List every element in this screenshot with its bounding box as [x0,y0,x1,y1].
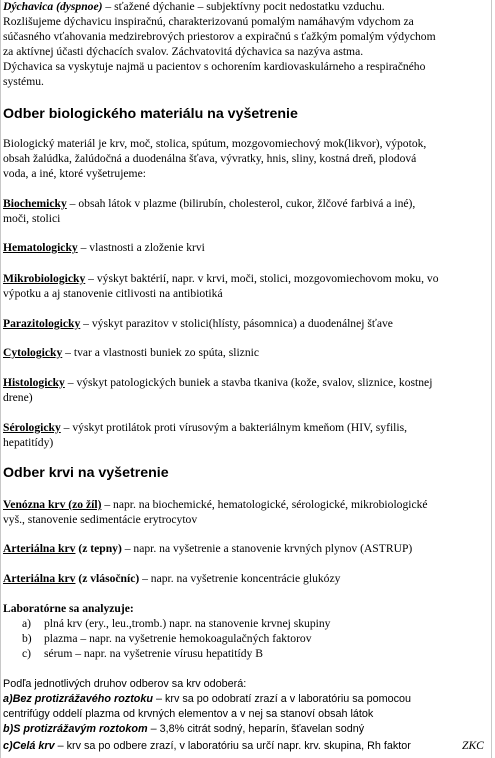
section-heading-blood-sampling: Odber krvi na vyšetrenie [3,465,169,481]
lab-list-item [22,617,330,631]
hema-rest: – vlastnosti a zloženie krvi [77,241,205,254]
list-item-text: plazma – napr. na vyšetrenie hemokoagulačných faktorov [44,632,312,645]
page-left-edge [0,0,1,758]
type-c-line [3,739,411,753]
histo-term: Histologicky [3,376,65,389]
mikro-line-1-rest: – výskyt baktérií, napr. v krvi, moči, stolici, mozgovomiechovom moku, vo [85,272,439,285]
venous-line-2: vyš., stanovenie sedimentácie erytrocytov [3,513,198,526]
hema-line [3,241,205,255]
section-heading-biological-material: Odber biologického materiálu na vyšetrenie [3,106,298,122]
capillary-line [3,572,340,586]
sero-term: Sérologicky [3,421,61,434]
histo-line-1-rest: – výskyt patologických buniek a stavba tkaniva (kože, svalov, sliznice, kostnej [64,376,433,389]
venous-line-1-rest: – napr. na biochemické, hematologické, sérologické, mikrobiologické [101,498,428,511]
page-right-edge [491,0,492,758]
lab-list-item [22,647,263,661]
capillary-paren: (z vlásočníc) [75,572,140,585]
intro-line-4: za aktívnej účasti dýchacích svalov. Záchvatovitá dýchavica sa nazýva astma. [3,45,364,58]
list-marker: c) [22,647,32,660]
intro-term: Dýchavica (dyspnoe) [3,0,103,13]
type-a-line-1-rest: – krv sa po odobratí zrazí a v laboratóriu sa pomocou [152,693,412,705]
mikro-line-2: výpotku a aj stanovenie citlivosti na antibiotiká [3,287,223,300]
biochem-line-1 [3,197,415,211]
venous-term: Venózna krv (zo žíl) [3,498,102,511]
arterial-rest: – napr. na vyšetrenie a stanovenie krvných plynov (ASTRUP) [121,542,413,555]
type-a-term: a)Bez protizrážavého roztoku [3,693,153,705]
capillary-rest: – napr. na vyšetrenie koncentrácie glukózy [139,572,341,585]
biochem-line-1-rest: – obsah látok v plazme (bilirubín, cholesterol, cukor, žlčové farbivá a iné), [66,197,416,210]
para-line [3,317,393,331]
arterial-line [3,542,412,556]
biochem-term: Biochemicky [3,197,67,210]
type-c-rest: – krv sa po odbere zrazí, v laboratóriu sa určí napr. krv. skupina, Rh faktor [54,740,411,752]
intro-line-2: Rozlišujeme dýchavicu inspiračnú, charakterizovanú pomalým namáhavým vdychom za [3,15,414,28]
hema-term: Hematologicky [3,241,78,254]
mikro-term: Mikrobiologicky [3,272,86,285]
lab-list-item [22,632,312,646]
cyto-term: Cytologicky [3,346,63,359]
type-b-term: b)S protizrážavým roztokom [3,723,148,735]
type-b-rest: – 3,8% citrát sodný, heparín, šťavelan sodný [147,723,365,735]
lab-analysis-heading: Laboratórne sa analyzuje: [3,602,134,615]
section1-paragraph-line-1: Biologický materiál je krv, moč, stolica, spútum, mozgovomiechový mok(likvor), výpotok, [3,137,427,150]
mikro-line-1 [3,272,439,286]
sero-line-1-rest: – výskyt protilátok proti vírusovým a bakteriálnym kmeňom (HIV, syfilis, [60,421,408,434]
capillary-term: Arteriálna krv [3,572,76,585]
list-item-text: sérum – napr. na vyšetrenie vírusu hepatitídy B [44,647,263,660]
biochem-line-2: moči, stolici [3,212,61,225]
cyto-rest: – tvar a vlastnosti buniek zo spúta, sliznic [62,346,259,359]
histo-line-2: drene) [3,391,33,404]
venous-line-1 [3,498,428,512]
intro-line-1 [3,0,385,14]
para-rest: – výskyt parazitov v stolici(hlísty, pásomnica) a duodenálnej šťave [80,317,393,330]
section1-paragraph-line-2: obsah žalúdka, žalúdočná a duodenálna šťava, vývratky, hnis, sliny, kostná dreň, plodová [3,152,417,165]
arterial-paren: (z tepny) [75,542,122,555]
type-a-line-1 [3,692,411,706]
footer-mark: ZKC [462,739,484,752]
list-item-text: plná krv (ery., leu.,tromb.) napr. na stanovenie krvnej skupiny [44,617,331,630]
type-c-term: c)Celá krv [3,740,55,752]
list-marker: b) [22,632,32,645]
sero-line-1 [3,421,407,435]
histo-line-1 [3,376,432,390]
arterial-term: Arteriálna krv [3,542,76,555]
intro-line-3: súčasného vťahovania medzirebrových priestorov a expiračnú s ťažkým pomalým výdychom [3,30,436,43]
cyto-line [3,346,259,360]
intro-line-5: Dýchavica sa vyskytuje najmä u pacientov s ochorením kardiovaskulárneho a respiračného [3,60,426,73]
type-a-line-2: centrifúgy oddelí plazma od krvných elementov a v nej sa stanoví obsah látok [3,708,374,720]
sero-line-2: hepatitídy) [3,436,54,449]
types-intro-line: Podľa jednotlivých druhov odberov sa krv odoberá: [3,678,247,690]
intro-line-1-rest: – sťažené dýchanie – subjektívny pocit nedostatku vzduchu. [102,0,385,13]
list-marker: a) [22,617,32,630]
para-term: Parazitologicky [3,317,81,330]
intro-line-6: systému. [3,75,44,88]
section1-paragraph-line-3: voda, a iné, ktoré vyšetrujeme: [3,167,146,180]
type-b-line [3,722,364,736]
